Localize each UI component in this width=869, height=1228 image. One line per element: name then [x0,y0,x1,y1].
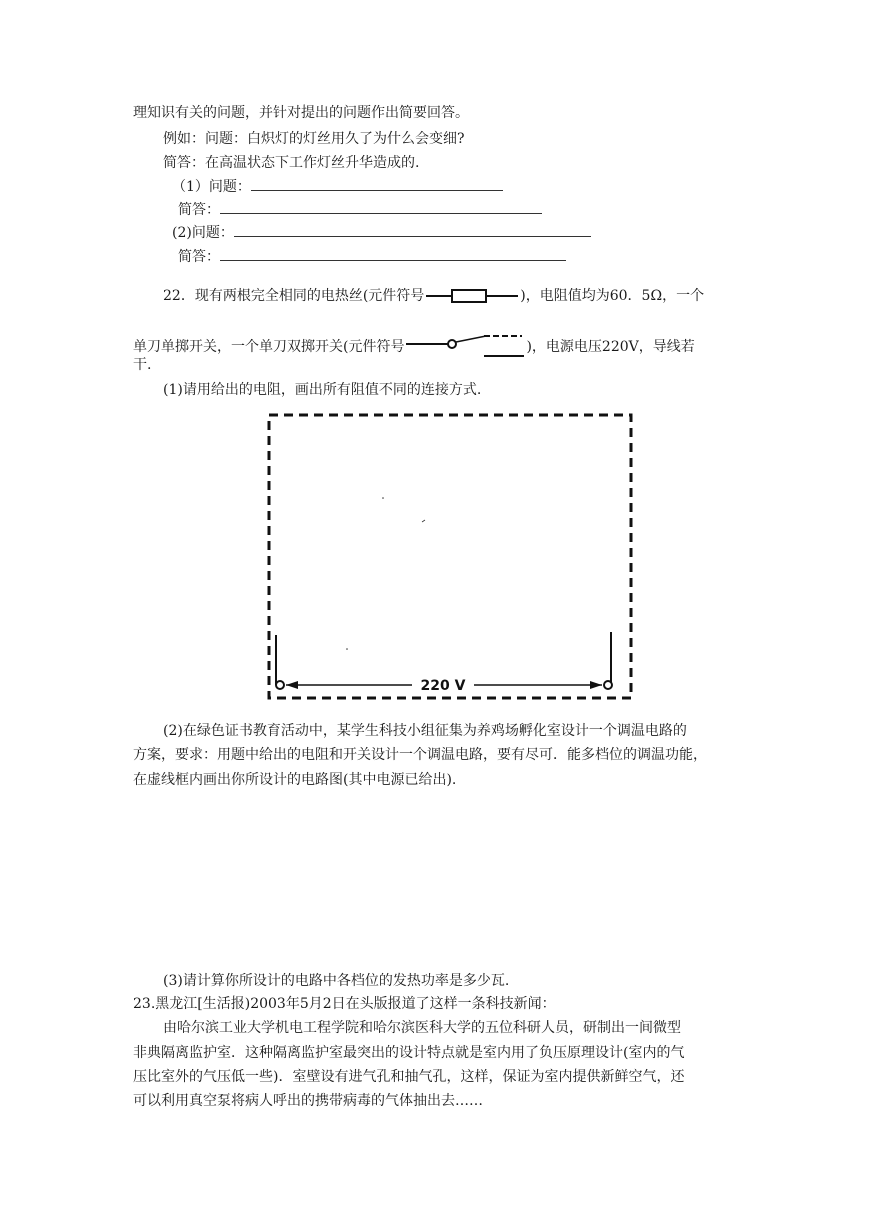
resistor-symbol-icon [424,285,520,307]
answer-2-label: 简答： [178,249,220,265]
right-arrowhead-icon [590,681,602,689]
question-1-blank[interactable] [251,176,503,191]
q22-stem-text-a: 22．现有两根完全相同的电热丝(元件符号 [163,288,425,304]
right-terminal-icon [604,681,612,689]
question-2-label: (2)问题： [172,225,234,241]
example-answer: 简答：在高温状态下工作灯丝升华造成的. [163,155,420,171]
left-terminal-icon [276,681,284,689]
q23-line2: 由哈尔滨工业大学机电工程学院和哈尔滨医科大学的五位科研人员，研制出一间微型 [163,1020,681,1036]
question-1-label: （1）问题： [172,179,251,195]
q23-line5: 可以利用真空泵将病人呼出的携带病毒的气体抽出去…… [133,1093,483,1109]
q22-sub2-line1: (2)在绿色证书教育活动中，某学生科技小组征集为养鸡场孵化室设计一个调温电路的 [163,723,687,739]
answer-1-row [178,199,542,220]
q23-line4: 压比室外的气压低一些)．室壁设有进气孔和抽气孔，这样，保证为室内提供新鲜空气，还 [133,1069,685,1085]
intro-line: 理知识有关的问题，并针对提出的问题作出简要回答。 [133,105,469,121]
q22-sub1: (1)请用给出的电阻，画出所有阻值不同的连接方式. [163,382,482,398]
q22-stem-line1 [163,285,704,307]
q22-stem-line3: 干. [133,357,152,373]
answer-1-label: 简答： [178,202,220,218]
q22-sub2-line2: 方案，要求：用题中给出的电阻和开关设计一个调温电路，要有尽可．能多档位的调温功能， [133,747,707,763]
q22-stem-text-b: )，电阻值均为60．5Ω，一个 [520,288,705,304]
answer-2-blank[interactable] [220,246,566,261]
question-2-row [172,222,591,243]
spdt-switch-symbol-icon [404,332,526,362]
circuit-drawing-box[interactable] [262,410,638,710]
answer-1-blank[interactable] [220,199,542,214]
voltage-label: 220 V [420,678,466,694]
q22-stem-line2 [133,332,695,362]
q22-stem-text-d: )，电源电压220V，导线若 [526,339,695,355]
q22-stem-text-c: 单刀单掷开关，一个单刀双掷开关(元件符号 [133,339,405,355]
answer-2-row [178,246,566,267]
q23-line1: 23.黑龙江[生活报)2003年5月2日在头版报道了这样一条科技新闻： [133,996,556,1012]
question-2-blank[interactable] [234,222,591,237]
q23-line3: 非典隔离监护室．这种隔离监护室最突出的设计特点就是室内用了负压原理设计(室内的气 [133,1045,685,1061]
q22-sub3: (3)请计算你所设计的电路中各档位的发热功率是多少瓦. [163,973,510,989]
left-arrowhead-icon [286,681,298,689]
q22-sub2-line3: 在虚线框内画出你所设计的电路图(其中电源已给出). [133,772,457,788]
question-1-row [172,176,503,197]
example-question: 例如：问题：白炽灯的灯丝用久了为什么会变细? [163,131,465,147]
